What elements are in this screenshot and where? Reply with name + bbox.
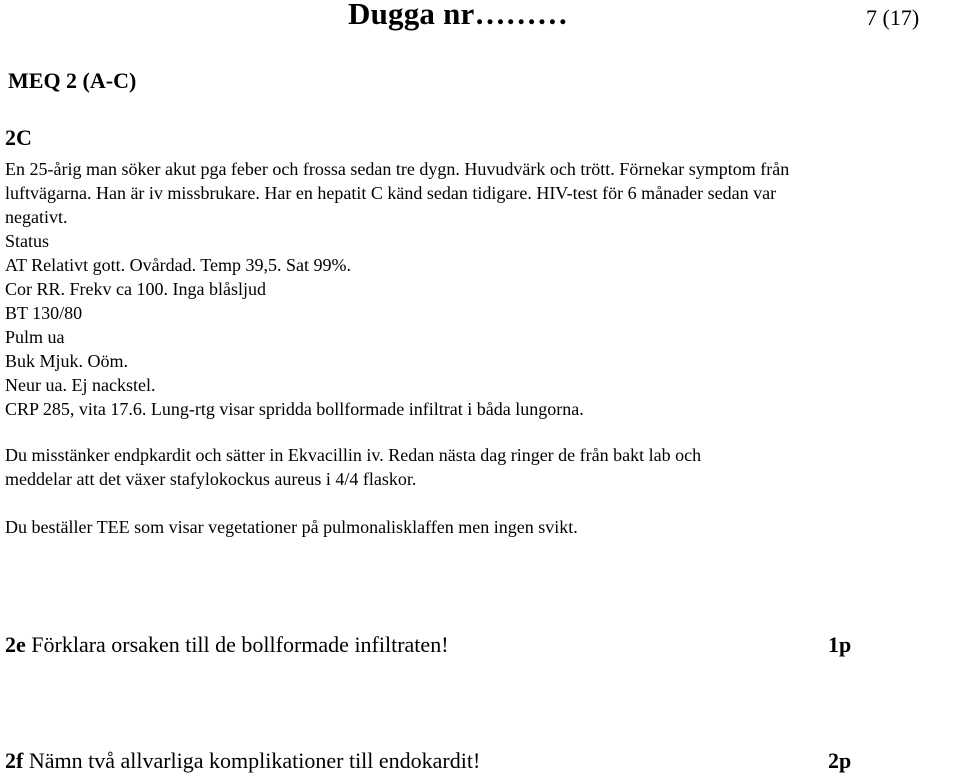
status-line: BT 130/80 xyxy=(5,303,83,323)
question-number: 2e xyxy=(5,632,26,657)
case-intro-line: luftvägarna. Han är iv missbrukare. Har en hepatit C känd sedan tidigare. HIV-test för 6 månader sedan var xyxy=(5,183,777,203)
status-line: CRP 285, vita 17.6. Lung-rtg visar spridda bollformade infiltrat i båda lungorna. xyxy=(5,399,584,419)
case-intro-line: negativt. xyxy=(5,207,68,227)
case-id: 2C xyxy=(5,125,32,150)
status-line: Buk Mjuk. Oöm. xyxy=(5,351,129,371)
case-text xyxy=(5,157,945,539)
status-heading: Status xyxy=(5,231,50,251)
question-points: 2p xyxy=(828,748,852,773)
page-number: 7 (17) xyxy=(866,5,920,30)
status-line: Cor RR. Frekv ca 100. Inga blåsljud xyxy=(5,279,266,299)
question-points: 1p xyxy=(828,632,852,657)
question-2e xyxy=(5,632,449,658)
status-line: Neur ua. Ej nackstel. xyxy=(5,375,156,395)
question-2f xyxy=(5,748,480,774)
question-number: 2f xyxy=(5,748,24,773)
page-title: Dugga nr……… xyxy=(348,0,569,31)
question-text: Nämn två allvarliga komplikationer till endokardit! xyxy=(23,748,481,773)
followup-line: meddelar att det växer stafylokockus aureus i 4/4 flaskor. xyxy=(5,469,417,489)
tee-line: Du beställer TEE som visar vegetationer på pulmonalisklaffen men ingen svikt. xyxy=(5,517,578,537)
case-intro-line: En 25-årig man söker akut pga feber och frossa sedan tre dygn. Huvudvärk och trött. Förnekar symptom från xyxy=(5,159,790,179)
spacer xyxy=(5,491,945,515)
status-line: AT Relativt gott. Ovårdad. Temp 39,5. Sat 99%. xyxy=(5,255,352,275)
question-text: Förklara orsaken till de bollformade infiltraten! xyxy=(25,632,449,657)
followup-line: Du misstänker endpkardit och sätter in Ekvacillin iv. Redan nästa dag ringer de från bakt lab och xyxy=(5,445,702,465)
spacer xyxy=(5,421,945,443)
status-line: Pulm ua xyxy=(5,327,65,347)
section-title: MEQ 2 (A-C) xyxy=(8,68,137,93)
